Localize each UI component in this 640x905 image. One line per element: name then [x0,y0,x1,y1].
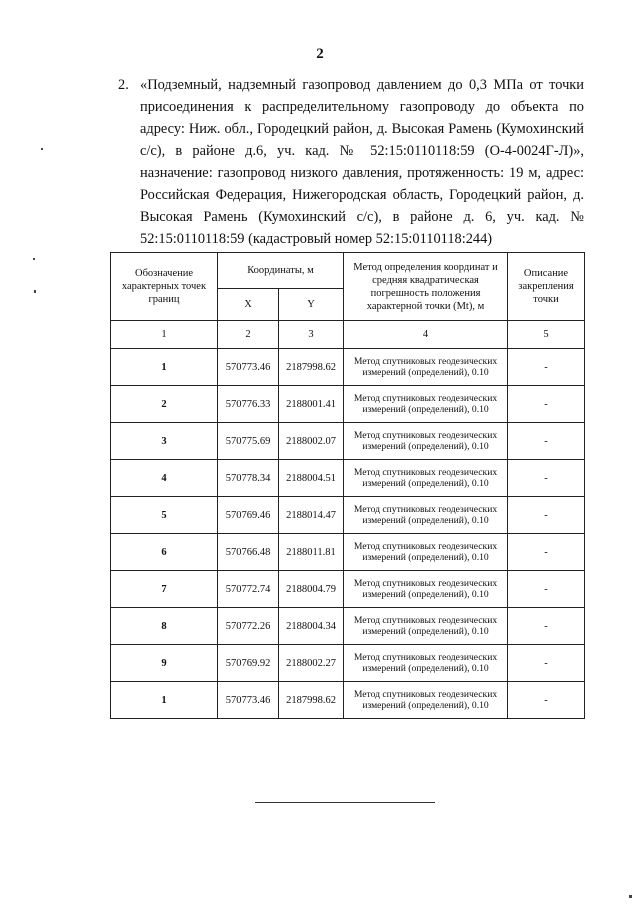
cell-x: 570766.48 [218,534,279,571]
header-designation: Обозначение характерных точек границ [111,253,218,321]
boundary-points-table [110,252,585,719]
cell-method: Метод спутниковых геодезических измерений (определений), 0.10 [344,460,508,497]
cell-method: Метод спутниковых геодезических измерений (определений), 0.10 [344,571,508,608]
column-number: 2 [218,321,279,349]
cell-method: Метод спутниковых геодезических измерений (определений), 0.10 [344,645,508,682]
cell-y: 2188004.79 [279,571,344,608]
item-paragraph [118,74,584,250]
cell-y: 2188004.34 [279,608,344,645]
cell-point: 6 [111,534,218,571]
scan-mark [34,290,36,293]
cell-y: 2188011.81 [279,534,344,571]
scan-mark [629,895,632,898]
header-method: Метод определения координат и средняя квадратическая погрешность положения характерной точки (Mt), м [344,253,508,321]
cell-y: 2188014.47 [279,497,344,534]
cell-point: 8 [111,608,218,645]
header-description: Описание закрепления точки [508,253,585,321]
cell-method: Метод спутниковых геодезических измерений (определений), 0.10 [344,386,508,423]
cell-x: 570773.46 [218,349,279,386]
cell-x: 570773.46 [218,682,279,719]
table-row [111,571,585,608]
header-x: X [218,289,279,321]
cell-point: 4 [111,460,218,497]
cell-x: 570772.74 [218,571,279,608]
cell-y: 2188002.27 [279,645,344,682]
item-text: «Подземный, надземный газопровод давлением до 0,3 МПа от точки присоединения к распределительному газопроводу до объекта по адресу: Ниж. обл., Городецкий район, д. Высокая Рамень (Кумохинский с/с), в районе д.6, уч. кад. № 52:15:0110118:59 (О-4-0024Г-Л)», назначение: газопровод низкого давления, протяженность: 19 м, адрес: Российская Федерация, Нижегородская область, Городецкий район, д. Высокая Рамень (Кумохинский с/с), в районе д. 6, уч. кад. № 52:15:0110118:59 (кадастровый номер 52:15:0110118:244) [140,77,584,247]
footer-divider [255,802,435,803]
cell-y: 2188002.07 [279,423,344,460]
cell-description: - [508,386,585,423]
cell-description: - [508,497,585,534]
cell-x: 570769.92 [218,645,279,682]
cell-x: 570778.34 [218,460,279,497]
table-row [111,423,585,460]
cell-x: 570776.33 [218,386,279,423]
cell-description: - [508,423,585,460]
table-row [111,497,585,534]
cell-method: Метод спутниковых геодезических измерений (определений), 0.10 [344,349,508,386]
cell-method: Метод спутниковых геодезических измерений (определений), 0.10 [344,682,508,719]
table-row [111,386,585,423]
cell-x: 570775.69 [218,423,279,460]
cell-y: 2188004.51 [279,460,344,497]
cell-description: - [508,645,585,682]
column-number: 3 [279,321,344,349]
item-number: 2. [118,77,129,93]
header-y: Y [279,289,344,321]
table-row [111,349,585,386]
column-number: 5 [508,321,585,349]
cell-x: 570769.46 [218,497,279,534]
page-number: 2 [316,46,324,62]
cell-description: - [508,534,585,571]
cell-point: 5 [111,497,218,534]
column-number: 4 [344,321,508,349]
column-number: 1 [111,321,218,349]
cell-point: 7 [111,571,218,608]
table-row [111,460,585,497]
cell-y: 2188001.41 [279,386,344,423]
cell-point: 1 [111,682,218,719]
cell-description: - [508,682,585,719]
cell-point: 1 [111,349,218,386]
scan-mark [33,258,35,260]
cell-method: Метод спутниковых геодезических измерений (определений), 0.10 [344,423,508,460]
cell-point: 9 [111,645,218,682]
cell-method: Метод спутниковых геодезических измерений (определений), 0.10 [344,534,508,571]
cell-description: - [508,608,585,645]
cell-point: 2 [111,386,218,423]
cell-method: Метод спутниковых геодезических измерений (определений), 0.10 [344,497,508,534]
cell-description: - [508,349,585,386]
cell-method: Метод спутниковых геодезических измерений (определений), 0.10 [344,608,508,645]
table-row [111,682,585,719]
cell-y: 2187998.62 [279,682,344,719]
table-row [111,534,585,571]
table-row [111,608,585,645]
cell-x: 570772.26 [218,608,279,645]
table-row [111,645,585,682]
cell-description: - [508,571,585,608]
scan-mark [41,148,43,150]
cell-description: - [508,460,585,497]
cell-point: 3 [111,423,218,460]
header-coordinates: Координаты, м [218,253,344,289]
cell-y: 2187998.62 [279,349,344,386]
